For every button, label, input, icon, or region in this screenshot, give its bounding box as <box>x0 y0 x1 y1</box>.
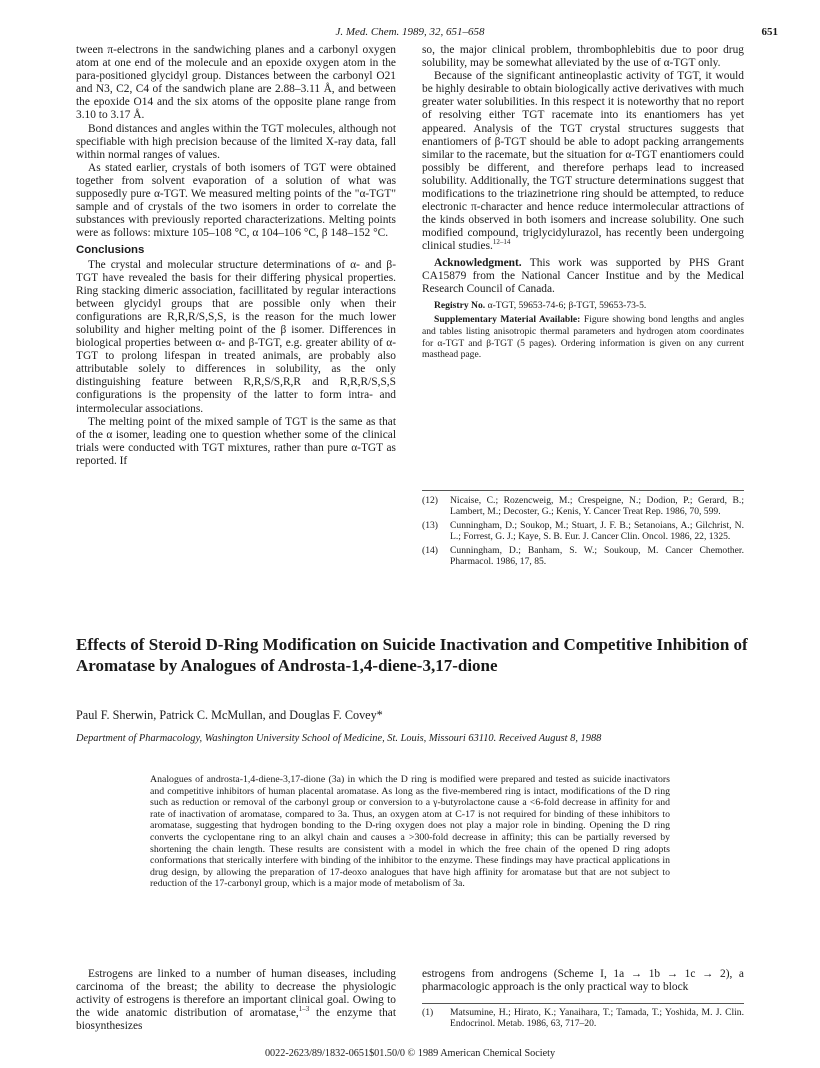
references <box>422 490 744 569</box>
paragraph: tween π-electrons in the sandwiching planes and a carbonyl oxygen atom at one end of the molecule and an epoxide oxygen atom in the para-positioned glycidyl group. Distances between the carbonyl O21 and N3, C2, C4 of the sandwich plane are 2.88–3.11 Å, and between the epoxide O14 and the six atoms of the opposite plane range from 3.10 to 3.17 Å. <box>76 44 396 122</box>
article-title: Effects of Steroid D-Ring Modification on Suicide Inactivation and Competitive Inhibition of Aromatase by Analogues of Androsta-1,4-diene-3,17-dione <box>76 635 748 675</box>
abstract: Analogues of androsta-1,4-diene-3,17-dione (3a) in which the D ring is modified were prepared and tested as suicide inactivators and competitive inhibitors of human placental aromatase. As long as the five-membered ring is intact, modifications of the D ring such as reduction or removal of the carbonyl group or conversion to a γ-butyrolactone cause a <6-fold decrease in affinity for and rate of inactivation of aromatase, compared to 3a. Thus, an oxygen atom at C-17 is not required for binding of these inhibitors to aromatase, suggesting that hydrogen bonding to the D-ring oxygen does not play a major role in binding. Opening the D ring converts the cyclopentane ring to an alkyl chain and causes a >300-fold decrease in affinity; this can be partially reversed by shortening the chain length. These results are consistent with a model in which the free chain of the opened D ring adopts conformations that sterically interfere with binding of the inhibitor to the enzyme. These findings may have practical applications in drug design, by allowing the preparation of 17-deoxo analogues that have high affinity for aromatase but that are not subject to reduction of the 17-carbonyl group, which is a major mode of metabolism of 3a. <box>150 774 670 890</box>
footnote <box>422 1003 744 1032</box>
registry-block <box>422 300 744 361</box>
reference-number: (13) <box>422 519 438 531</box>
section-heading: Conclusions <box>76 244 145 257</box>
acknowledgment-text: This work was supported by PHS Grant CA15879 from the National Cancer Institue and by the Medical Research Council of Canada. <box>422 256 744 295</box>
body-text-end: the enzyme that biosynthesizes <box>76 1007 396 1033</box>
reference-text: Cunningham, D.; Soukop, M.; Stuart, J. F. B.; Setanoians, A.; Gilchrist, N. L.; Forrest, G. J.; Kaye, S. B. Eur. J. Cancer Clin. Oncol. 1986, 22, 1325. <box>450 519 744 543</box>
footnote-number: (1) <box>422 1007 434 1018</box>
paragraph-text: Because of the significant antineoplastic activity of TGT, it would be highly desirable to obtain biologically active derivatives with much greater water solubilities. In this respect it is noteworthy that no report of resolving either TGT racemate into its enantiomers has yet appeared. Analysis of the TGT crystal structures suggests that enantiomers of β-TGT should be able to adopt packing arrangements similar to the racemate, but the situation for α-TGT enantiomers could possibly be different, and therefore perhaps lead to increased solubility. Additionally, the TGT structure determinations suggest that modifications to the triazinetrione ring should be attempted, to reduce electronic π-character and hence reduce intermolecular attractions of the kinds observed in both isomers and increase solubility. One such modified compound, triglycidylurazol, has recently been undergoing clinical studies. <box>422 70 744 253</box>
registry-heading: Registry No. <box>434 299 486 311</box>
reference-item <box>422 520 744 543</box>
supplementary-heading: Supplementary Material Available: <box>434 314 581 326</box>
body-left <box>76 968 396 1033</box>
page-footer: 0022-2623/89/1832-0651$01.50/0 © 1989 American Chemical Society <box>264 1048 556 1059</box>
paragraph: The crystal and molecular structure determinations of α- and β-TGT have revealed the basis for their differing physical properties. Ring stacking dimeric association, facillitated by regular interactions between glycidyl groups that are possible only when their configurations are R,R,R/S,S,S, is the reason for the much lower solubility and higher melting point of the β isomer. Differences in biological properties between α- and β-TGT, e.g. greater ability of α-TGT to prolong lifespan in treated animals, are probably also attributable solely to differences in solubility, as the only distinguishing feature between R,R,S/S,R,R and R,R,R/S,S,S configurations is the propensity of the latter to form intra- and intermolecular associations. <box>76 258 396 415</box>
footnote-item <box>422 1007 744 1030</box>
registry <box>422 300 744 312</box>
reference-item <box>422 495 744 518</box>
footnote-text: Matsumine, H.; Hirato, K.; Yanaihara, T.; Tamada, T.; Yoshida, M. J. Clin. Endocrinol. Metab. 1986, 63, 717–20. <box>450 1007 744 1030</box>
right-column <box>422 44 744 361</box>
paragraph: Bond distances and angles within the TGT molecules, although not specifiable with high precision because of the limited X-ray data, fall within normal ranges of values. <box>76 122 396 161</box>
reference-item <box>422 545 744 568</box>
body-right: estrogens from androgens (Scheme I, 1a → 1b → 1c → 2), a pharmacologic approach is the only practical way to block <box>422 968 744 994</box>
citation-superscript: 1–3 <box>298 1005 310 1014</box>
running-head: J. Med. Chem. 1989, 32, 651–658 <box>335 26 485 38</box>
citation-superscript: 12–14 <box>492 238 511 247</box>
supplementary-text: Figure showing bond lengths and angles and tables listing anisotropic thermal parameters and hydrogen atom coordinates for α-TGT and β-TGT (5 pages). Ordering information is given on any current masthead page. <box>422 314 744 361</box>
acknowledgment <box>422 257 744 296</box>
paragraph: so, the major clinical problem, thrombophlebitis due to poor drug solubility, may be somewhat alleviated by the use of α-TGT only. <box>422 44 744 70</box>
page-number: 651 <box>761 26 778 38</box>
reference-text: Cunningham, D.; Banham, S. W.; Soukoup, M. Cancer Chemother. Pharmacol. 1986, 17, 85. <box>450 544 744 568</box>
acknowledgment-heading: Acknowledgment. <box>434 256 522 269</box>
reference-text: Nicaise, C.; Rozencweig, M.; Crespeigne, N.; Dodion, P.; Gerard, B.; Lambert, M.; Decoster, G.; Kenis, Y. Cancer Treat Rep. 1986, 70, 599. <box>450 495 744 518</box>
paragraph <box>422 70 744 253</box>
reference-number: (12) <box>422 495 438 506</box>
registry-text: α-TGT, 59653-74-6; β-TGT, 59653-73-5. <box>487 299 647 311</box>
body-text: Estrogens are linked to a number of human diseases, including carcinoma of the breast; the ability to decrease the physiologic activity of estrogens is therefore an important clinical goal. Owing to the wide anatomic distribution of aromatase, <box>76 968 396 1020</box>
affiliation: Department of Pharmacology, Washington University School of Medicine, St. Louis, Missouri 63110. Received August 8, 1988 <box>76 733 602 744</box>
reference-number: (14) <box>422 544 438 556</box>
supplementary <box>422 314 744 360</box>
paragraph: The melting point of the mixed sample of TGT is the same as that of the α isomer, leading one to question whether some of the clinical trials were conducted with TGT mixtures, rather than pure α-TGT as reported. If <box>76 415 396 467</box>
paragraph: As stated earlier, crystals of both isomers of TGT were obtained together from solvent evaporation of a solution of what was supposedly pure α-TGT. We measured melting points of the "α-TGT" sample and of crystals of the two isomers in order to correlate the substances with previously reported characterizations. Melting points were as follows: mixture 105–108 °C, α 104–106 °C, β 148–152 °C. <box>76 161 396 240</box>
left-column <box>76 44 396 468</box>
authors: Paul F. Sherwin, Patrick C. McMullan, and Douglas F. Covey* <box>76 708 383 722</box>
